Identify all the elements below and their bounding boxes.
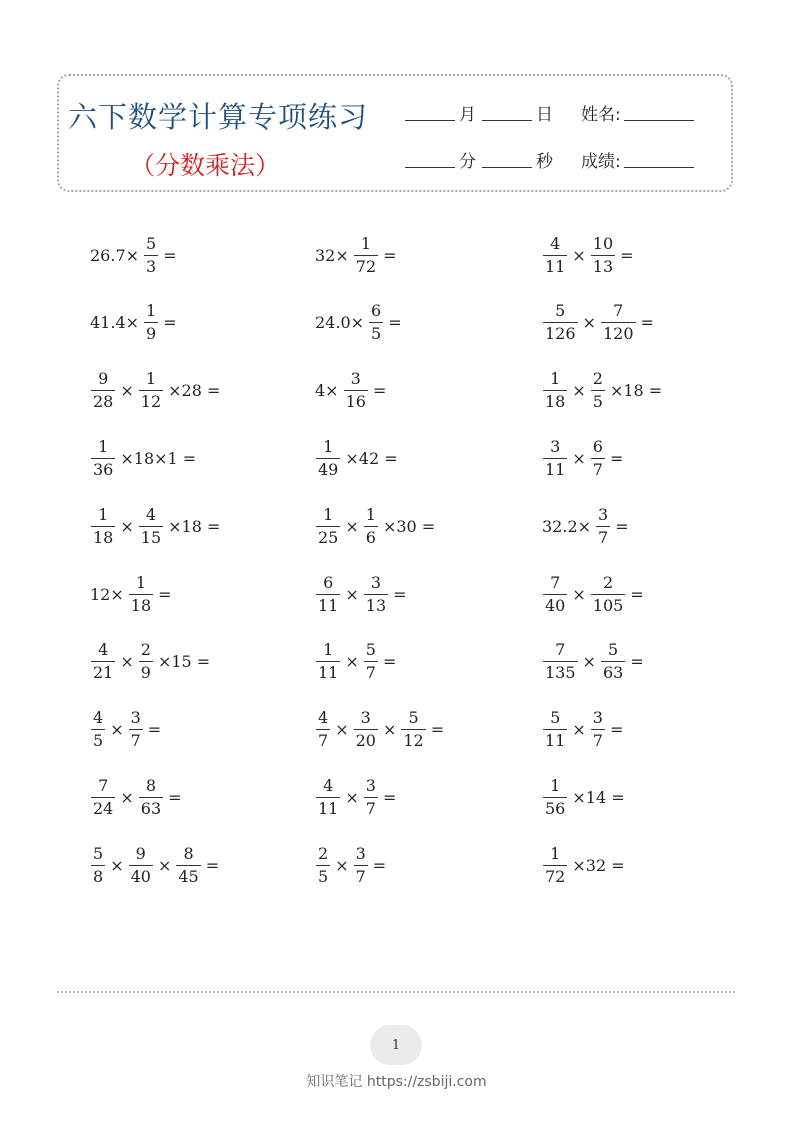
fraction-numerator: 7 [550,572,561,592]
expression-text: = [430,720,445,740]
problem [88,501,222,551]
fraction-numerator: 7 [98,775,109,795]
expression-text: × [572,720,586,740]
fraction-denominator: 7 [598,527,609,547]
expression-text: ×18×1 = [120,448,197,468]
time-fields [405,147,698,172]
expression-text: = [609,720,624,740]
fraction-numerator: 2 [140,640,151,660]
expression-text: × [110,855,124,875]
fraction-numerator: 1 [365,504,376,524]
fraction-denominator: 72 [545,866,566,886]
expression-text: = [382,787,397,807]
expression-text: 12× [90,584,124,604]
expression-text: × [572,245,586,265]
expression-text: × [345,516,359,536]
expression-text: ×42 = [345,448,398,468]
expression-text: × [345,652,359,672]
fraction-denominator: 120 [602,324,634,344]
problem [88,298,179,348]
expression-text: × [120,652,134,672]
expression-text: × [110,720,124,740]
fraction [91,371,115,410]
problem [88,366,222,416]
problem [313,366,388,416]
problem-row [0,637,793,687]
fraction-numerator: 4 [318,708,329,728]
fraction-denominator: 63 [602,663,624,683]
problem [88,569,174,619]
minute-blank[interactable] [405,166,455,168]
fraction-denominator: 15 [140,527,162,547]
fraction-denominator: 56 [545,798,566,818]
expression-text: 32.2× [542,516,592,536]
problem [88,772,184,822]
expression-text: = [393,584,407,604]
fraction [91,843,105,886]
problem [313,298,404,348]
problem [313,433,400,483]
fraction [369,303,383,342]
fraction [543,572,567,615]
fraction-denominator: 3 [146,256,157,276]
problem [540,366,664,416]
fraction-denominator: 18 [130,595,152,615]
fraction-denominator: 5 [371,324,382,344]
fraction-denominator: 9 [146,324,157,344]
fraction-denominator: 7 [365,798,376,818]
expression-text: × [120,381,134,401]
expression-text: = [163,313,177,333]
fraction-denominator: 25 [318,527,339,547]
fraction-denominator: 63 [140,798,162,818]
minute-label: 分 [459,152,476,172]
expression-text: ×32 = [572,855,625,875]
expression-text: = [163,245,177,265]
fraction-denominator: 40 [130,866,151,886]
expression-text: = [372,381,387,401]
fraction-denominator: 18 [545,392,566,412]
footer-text: 知识笔记 https://zsbiji.com [306,1074,487,1090]
fraction [139,371,163,410]
fraction-denominator: 11 [545,731,566,751]
expression-text: × [582,313,596,333]
page-number: 1 [370,1025,422,1065]
fraction [91,436,115,479]
fraction-denominator: 12 [403,731,424,751]
fraction [316,710,330,749]
fraction-numerator: 7 [613,301,624,321]
fraction-numerator: 4 [145,504,157,524]
fraction [91,642,115,681]
fraction-numerator: 1 [98,436,109,456]
fraction-numerator: 3 [550,436,561,456]
fraction-numerator: 8 [145,775,157,795]
fraction [354,843,368,886]
expression-text: = [168,787,182,807]
fraction-numerator: 2 [318,843,329,863]
fraction-denominator: 135 [545,663,576,683]
fraction-denominator: 7 [365,663,376,683]
problem [88,637,212,687]
fraction-denominator: 11 [318,798,339,818]
fraction-numerator: 1 [323,436,334,456]
problem [313,637,398,687]
fraction-denominator: 28 [93,392,114,412]
expression-text: 26.7× [90,245,140,265]
fraction [543,775,567,818]
fraction [144,233,158,276]
problem-row [0,569,793,619]
fraction-denominator: 11 [318,663,339,683]
expression-text: × [335,720,349,740]
fraction-denominator: 72 [355,256,377,276]
fraction-numerator: 1 [145,369,157,389]
expression-text: = [147,720,162,740]
expression-text: × [157,855,172,875]
fraction-numerator: 4 [98,640,109,660]
fraction-numerator: 5 [555,301,566,321]
fraction-numerator: 9 [135,843,146,863]
fraction-numerator: 1 [135,572,147,592]
fraction-denominator: 7 [592,731,603,751]
fraction-numerator: 4 [93,708,104,728]
fraction-numerator: 5 [146,233,157,253]
problem [313,840,388,890]
fraction [591,233,615,276]
expression-text: ×18 = [609,381,663,401]
problem [540,230,636,280]
fraction-numerator: 1 [146,301,157,321]
fraction-numerator: 1 [323,640,334,660]
fraction-denominator: 21 [93,663,114,683]
expression-text: ×14 = [572,787,625,807]
fraction [364,642,378,681]
fraction [344,371,368,410]
expression-text: = [388,313,402,333]
fraction-numerator: 1 [323,504,334,524]
problem [88,230,179,280]
fraction-numerator: 5 [93,843,104,863]
problem [313,569,409,619]
fraction-denominator: 13 [365,595,387,615]
score-label: 成绩: [581,152,621,172]
problem [540,840,627,890]
expression-text: × [572,448,586,468]
problem [313,501,437,551]
fraction-numerator: 6 [323,572,334,592]
fraction-numerator: 4 [550,233,561,253]
fraction-numerator: 3 [130,708,141,728]
day-blank[interactable] [482,119,532,121]
problem [540,298,656,348]
problem-row [0,433,793,483]
problem-row [0,366,793,416]
problem [88,840,221,890]
fraction-denominator: 7 [130,731,141,751]
expression-text: × [572,381,586,401]
fraction [139,642,153,681]
problem [540,772,627,822]
fraction [129,710,143,749]
problem [540,705,625,755]
problem [540,501,631,551]
expression-text: = [205,855,220,875]
fraction-denominator: 8 [93,866,104,886]
fraction-numerator: 1 [550,775,561,795]
fraction [543,371,567,410]
expression-text: × [345,584,359,604]
fraction [91,775,115,818]
fraction-denominator: 49 [318,459,339,479]
expression-text: 32× [315,245,349,265]
fraction-numerator: 3 [592,708,603,728]
fraction [543,642,578,681]
fraction-numerator: 10 [592,233,614,253]
name-blank[interactable] [624,119,694,121]
fraction-numerator: 1 [360,233,372,253]
problem [540,433,625,483]
expression-text: × [345,787,359,807]
fraction-denominator: 36 [93,459,114,479]
fraction-denominator: 7 [592,459,603,479]
expression-text: × [120,516,134,536]
fraction [401,710,425,749]
fraction [91,504,115,547]
problem-row [0,501,793,551]
expression-text: × [120,787,134,807]
fraction-numerator: 3 [360,708,371,728]
fraction-numerator: 6 [592,436,603,456]
name-label: 姓名: [581,105,621,125]
score-blank[interactable] [624,166,694,168]
fraction [176,843,200,886]
fraction-numerator: 4 [323,775,334,795]
expression-text: ×18 = [168,516,221,536]
fraction-numerator: 5 [408,708,419,728]
fraction-numerator: 8 [183,843,194,863]
fraction [591,371,605,410]
fraction-denominator: 7 [318,731,329,751]
fraction-denominator: 13 [592,256,614,276]
fraction [129,572,153,615]
fraction-numerator: 3 [598,504,609,524]
problem [313,230,399,280]
fraction-numerator: 3 [370,572,382,592]
fraction-numerator: 9 [98,369,109,389]
problem-row [0,230,793,280]
expression-text: = [630,652,644,672]
fraction-numerator: 6 [371,301,382,321]
fraction [364,504,378,547]
fraction-denominator: 45 [178,866,199,886]
problem [540,569,646,619]
fraction-denominator: 12 [140,392,162,412]
expression-text: = [630,584,644,604]
fraction-denominator: 11 [318,595,339,615]
problem [313,772,398,822]
fraction [129,843,153,886]
expression-text: × [335,855,349,875]
fraction [354,233,378,276]
expression-text: = [372,855,387,875]
fraction-denominator: 9 [140,663,151,683]
fraction [364,572,388,615]
expression-text: 4× [315,381,339,401]
expression-text: × [582,652,596,672]
second-blank[interactable] [482,166,532,168]
fraction-numerator: 2 [602,572,614,592]
fraction [316,436,340,479]
fraction-denominator: 126 [545,324,576,344]
problem-row [0,298,793,348]
fraction-numerator: 1 [550,369,561,389]
fraction-numerator: 7 [555,640,566,660]
problem [313,705,446,755]
fraction [591,436,605,479]
fraction-denominator: 5 [318,866,329,886]
fraction-denominator: 7 [355,866,366,886]
expression-text: × [572,584,586,604]
expression-text: 41.4× [90,313,140,333]
expression-text: = [640,313,654,333]
fraction [316,642,340,681]
fraction-numerator: 5 [550,708,561,728]
month-label: 月 [459,105,476,125]
fraction-denominator: 24 [93,798,114,818]
problem [88,705,163,755]
fraction [364,775,378,818]
fraction-denominator: 6 [365,527,376,547]
fraction-denominator: 18 [93,527,114,547]
fraction [601,642,625,681]
fraction-denominator: 5 [592,392,603,412]
fraction-denominator: 40 [545,595,566,615]
problem-row [0,772,793,822]
fraction [139,504,163,547]
date-fields [405,100,698,125]
fraction-denominator: 20 [355,731,376,751]
fraction [139,775,163,818]
month-blank[interactable] [405,119,455,121]
fraction-numerator: 3 [365,775,376,795]
problem [540,637,646,687]
fraction-denominator: 16 [345,392,366,412]
expression-text: = [609,448,624,468]
fraction [591,710,605,749]
fraction-numerator: 3 [355,843,366,863]
problem-row [0,840,793,890]
fraction [543,303,578,342]
expression-text: 24.0× [315,313,365,333]
fraction-numerator: 3 [350,369,361,389]
second-label: 秒 [536,152,553,172]
fraction-denominator: 5 [93,731,104,751]
expression-text: = [615,516,629,536]
fraction [316,843,330,886]
expression-text: ×28 = [168,381,221,401]
fraction-denominator: 105 [592,595,624,615]
fraction [543,843,567,886]
fraction-denominator: 11 [545,256,566,276]
fraction [543,710,567,749]
fraction-numerator: 5 [365,640,376,660]
fraction [144,303,158,342]
fraction [543,233,567,276]
bottom-divider [57,991,735,993]
expression-text: × [382,720,397,740]
problem-row [0,705,793,755]
expression-text: = [158,584,172,604]
expression-text: = [382,652,397,672]
fraction [601,303,636,342]
fraction [596,504,610,547]
fraction-numerator: 1 [98,504,109,524]
page-subtitle: （分数乘法） [130,151,281,180]
day-label: 日 [536,105,553,125]
fraction [316,504,340,547]
fraction-numerator: 5 [608,640,619,660]
expression-text: ×15 = [157,652,211,672]
expression-text: ×30 = [382,516,436,536]
fraction [91,710,105,749]
page-title: 六下数学计算专项练习 [68,100,369,134]
problem [88,433,198,483]
fraction [316,775,340,818]
fraction-numerator: 1 [550,843,561,863]
fraction [543,436,567,479]
fraction [591,572,626,615]
expression-text: = [620,245,634,265]
fraction [354,710,378,749]
expression-text: = [383,245,397,265]
fraction-denominator: 11 [545,459,566,479]
fraction [316,572,340,615]
fraction-numerator: 2 [592,369,603,389]
